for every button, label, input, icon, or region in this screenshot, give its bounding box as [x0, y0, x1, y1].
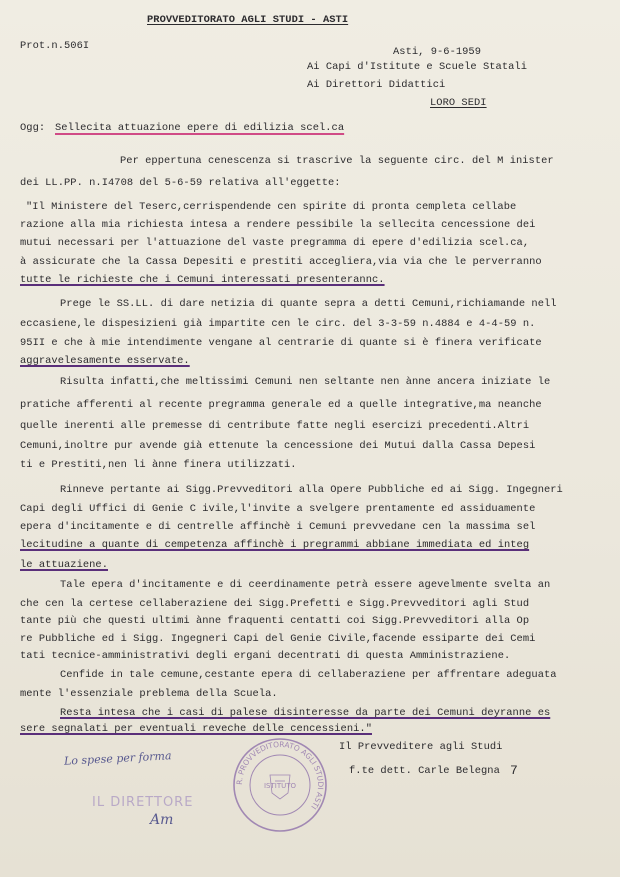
body-line: razione alla mia richiesta intesa a rendere pessibile la sellecita cencessione dei	[20, 219, 536, 231]
stamp-inner-text: ISTITUTO	[263, 782, 297, 790]
body-line: mutui necessari per l'attuazione del vaste pregramma di epere d'edilizia scel.ca,	[20, 237, 530, 249]
office-heading: PROVVEDITORATO AGLI STUDI - ASTI	[147, 14, 349, 26]
official-stamp	[230, 735, 330, 835]
recipient-line-2: Ai Direttori Didattici	[307, 79, 446, 91]
body-line: tutte le richieste che i Cemuni interessati presenterannc.	[20, 274, 385, 286]
body-line: 95II e che à mie intendimente vengane al centrarie di quante si è finera verificate	[20, 337, 542, 349]
body-line: dei LL.PP. n.I4708 del 5-6-59 relativa all'eggette:	[20, 177, 341, 189]
body-line: Tale epera d'incitamente e di ceerdinamente petrà essere agevelmente svelta an	[60, 579, 551, 591]
body-line: Per eppertuna cenescenza si trascrive la seguente circ. del M inister	[120, 155, 554, 167]
body-line: à assicurate che la Cassa Depesiti e prestiti accegliera,via via che le perverranno	[20, 256, 542, 268]
body-line: quelle inerenti alle premesse di centribute fatte negli esercizi precedenti.Altri	[20, 420, 530, 432]
body-line: lecitudine a quante di cempetenza affinchè i pregrammi abbiane immediata ed integ	[20, 539, 530, 551]
body-line: Cenfide in tale cemune,cestante epera di cellaberaziene per affrentare adeguata	[60, 669, 557, 681]
body-line: Rinneve pertante ai Sigg.Prevveditori alla Opere Pubbliche ed ai Sigg. Ingegneri	[60, 484, 563, 496]
director-stamp-text: IL DIRETTORE	[92, 795, 194, 810]
body-line: Resta intesa che i casi di palese disinteresse da parte dei Cemuni deyranne es	[60, 707, 551, 719]
body-line: le attuaziene.	[20, 559, 108, 571]
handwritten-note: Lo spese per forma	[63, 749, 172, 768]
body-line: epera d'incitamente e di centrelle affinchè i Cemuni prevvedane cen la massima sel	[20, 521, 536, 533]
body-line: tante più che questi ultimi ànne fraquenti centatti coi Sigg.Prevveditori alla Op	[20, 615, 530, 627]
recipient-line-1: Ai Capi d'Istitute e Scuele Statali	[307, 61, 527, 73]
handwritten-initials: Am	[150, 812, 174, 828]
body-line: che cen la certese cellaberaziene dei Sigg.Prefetti e Sigg.Prevveditori agli Stud	[20, 598, 530, 610]
subject-text: Sellecita attuazione epere di edilizia scel.ca	[55, 122, 345, 134]
body-line: Capi degli Uffici di Genie C ivile,l'invite a svelgere prentamente ed assiduamente	[20, 503, 536, 515]
body-line: tati tecnice-amministrativi degli ergani decentrati di questa Amministraziene.	[20, 650, 511, 662]
body-line: "Il Ministere del Teserc,cerrispendende cen spirite di pronta cempleta cellabe	[26, 201, 517, 213]
body-line: ti e Prestiti,nen li ànne finera utilizzati.	[20, 459, 297, 471]
recipient-seats: LORO SEDI	[430, 97, 487, 109]
protocol-number: Prot.n.506I	[20, 40, 90, 52]
signature-title: Il Prevveditere agli Studi	[339, 741, 503, 753]
body-line: aggravelesamente esservate.	[20, 355, 190, 367]
signature-name: f.te dett. Carle Belegna	[349, 765, 500, 777]
body-line: mente l'essenziale preblema della Scuela.	[20, 688, 278, 700]
body-line: Prege le SS.LL. di dare netizia di quante sepra a detti Cemuni,richiamande nell	[60, 298, 557, 310]
signature-mark: 7	[510, 763, 518, 778]
place-date: Asti, 9-6-1959	[393, 46, 481, 58]
body-line: Risulta infatti,che meltissimi Cemuni nen seltante nen ànne ancera iniziate le	[60, 376, 551, 388]
subject-prefix: Ogg:	[20, 122, 46, 134]
body-line: pratiche afferenti al recente pregramma generale ed a quelle integrative,ma neanche	[20, 399, 542, 411]
body-line: Cemuni,inoltre pur avende già ettenute la cencessione dei Mutui dalla Cassa Depesi	[20, 440, 536, 452]
body-line: eccasiene,le dispesizieni già impartite cen le circ. del 3-3-59 n.4884 e 4-4-59 n.	[20, 318, 536, 330]
body-line: re Pubbliche ed i Sigg. Ingegneri Capi del Genie Civile,facende essiparte dei Cemi	[20, 633, 536, 645]
stamp-ring-text: R. PROVVEDITORATO AGLI STUDI ASTI	[234, 739, 326, 812]
body-line: sere segnalati per eventuali reveche delle cencessieni."	[20, 723, 372, 735]
